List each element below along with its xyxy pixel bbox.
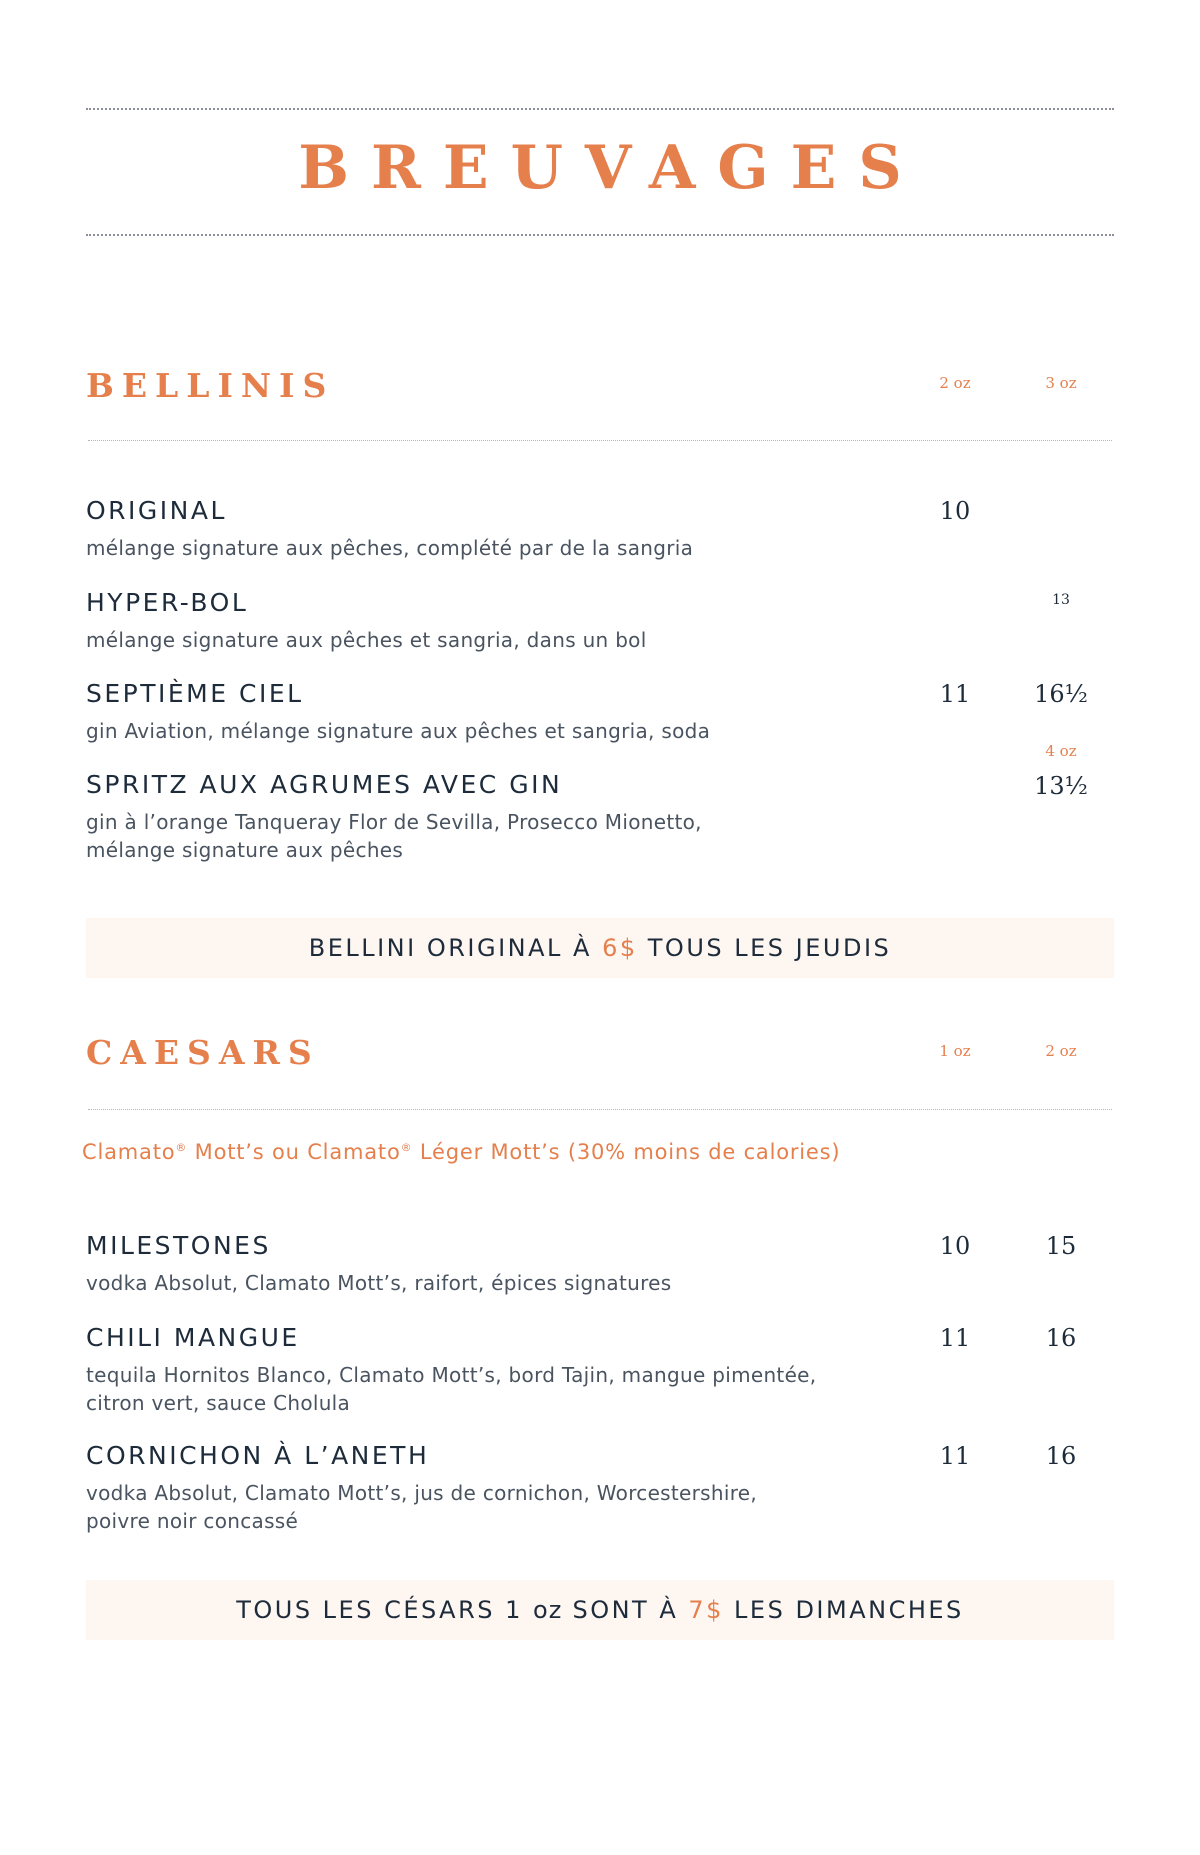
price-milestones-1oz: 10 [939, 1232, 971, 1260]
section-title-bellinis: BELLINIS [86, 366, 335, 405]
size-header-3oz: 3 oz [1045, 374, 1077, 392]
size-header-1oz: 1 oz [939, 1042, 971, 1060]
item-desc-cornichon [86, 1479, 886, 1535]
price-chili-mangue-1oz: 11 [939, 1324, 971, 1352]
bellinis-divider [88, 440, 1112, 441]
price-chili-mangue-2oz: 16 [1045, 1324, 1077, 1352]
size-header-2oz: 2 oz [939, 374, 971, 392]
promo-caesars-text: TOUS LES CÉSARS 1 [236, 1596, 534, 1624]
promo-banner-caesars [86, 1580, 1114, 1640]
note-reg1: ® [175, 1141, 188, 1154]
note-part3: Léger Mott’s (30% moins de calories) [412, 1140, 841, 1164]
item-desc-hyper-bol: mélange signature aux pêches et sangria, dans un bol [86, 628, 647, 652]
price-cornichon-1oz: 11 [939, 1442, 971, 1470]
page-title: BREUVAGES [298, 133, 924, 203]
item-desc-chili-mangue [86, 1361, 886, 1417]
section-title-caesars: CAESARS [86, 1033, 320, 1072]
item-desc-spritz [86, 808, 886, 864]
item-desc-milestones: vodka Absolut, Clamato Mott’s, raifort, épices signatures [86, 1271, 672, 1295]
item-name-chili-mangue: CHILI MANGUE [86, 1323, 300, 1352]
item-name-spritz: SPRITZ AUX AGRUMES AVEC GIN [86, 770, 563, 799]
price-spritz-4oz: 13½ [1034, 772, 1088, 800]
promo-bellini-price: 6$ [602, 934, 638, 962]
promo-bellini-day: TOUS LES JEUDIS [637, 934, 892, 962]
promo-caesars-day: LES DIMANCHES [723, 1596, 964, 1624]
size-header-2oz-caesars: 2 oz [1045, 1042, 1077, 1060]
item-desc-cornichon-line2: poivre noir concassé [86, 1509, 299, 1533]
price-cornichon-2oz: 16 [1045, 1442, 1077, 1470]
note-part1: Clamato [82, 1140, 176, 1164]
item-desc-cornichon-line1: vodka Absolut, Clamato Mott’s, jus de cornichon, Worcestershire, [86, 1481, 758, 1505]
item-desc-septieme-ciel: gin Aviation, mélange signature aux pêches et sangria, soda [86, 719, 711, 743]
item-name-cornichon: CORNICHON À L’ANETH [86, 1441, 430, 1470]
item-desc-chili-mangue-line1: tequila Hornitos Blanco, Clamato Mott’s, bord Tajin, mangue pimentée, [86, 1363, 817, 1387]
item-desc-spritz-line1: gin à l’orange Tanqueray Flor de Sevilla, Prosecco Mionetto, [86, 810, 702, 834]
promo-bellini-text: BELLINI ORIGINAL À [308, 934, 603, 962]
price-septieme-ciel-3oz: 16½ [1034, 680, 1088, 708]
price-original-2oz: 10 [939, 497, 971, 525]
item-desc-chili-mangue-line2: citron vert, sauce Cholula [86, 1391, 351, 1415]
size-note-4oz: 4 oz [1045, 742, 1077, 760]
note-reg2: ® [400, 1141, 413, 1154]
title-top-divider [86, 108, 1114, 110]
item-name-milestones: MILESTONES [86, 1231, 271, 1260]
item-name-original: ORIGINAL [86, 496, 227, 525]
price-hyper-bol-3oz: 13 [1052, 592, 1070, 608]
price-milestones-2oz: 15 [1045, 1232, 1077, 1260]
promo-caesars-price: 7$ [688, 1596, 724, 1624]
note-part2: Mott’s ou Clamato [187, 1140, 401, 1164]
promo-caesars-middle: SONT À [562, 1596, 689, 1624]
item-name-septieme-ciel: SEPTIÈME CIEL [86, 679, 304, 708]
clamato-note [82, 1140, 840, 1164]
title-bottom-divider [86, 234, 1114, 236]
item-name-hyper-bol: HYPER-BOL [86, 588, 249, 617]
promo-banner-bellini [86, 918, 1114, 978]
promo-caesars-unit: oz [533, 1596, 563, 1624]
caesars-divider [88, 1109, 1112, 1110]
item-desc-spritz-line2: mélange signature aux pêches [86, 838, 404, 862]
item-desc-original: mélange signature aux pêches, complété par de la sangria [86, 536, 694, 560]
price-septieme-ciel-2oz: 11 [939, 680, 971, 708]
